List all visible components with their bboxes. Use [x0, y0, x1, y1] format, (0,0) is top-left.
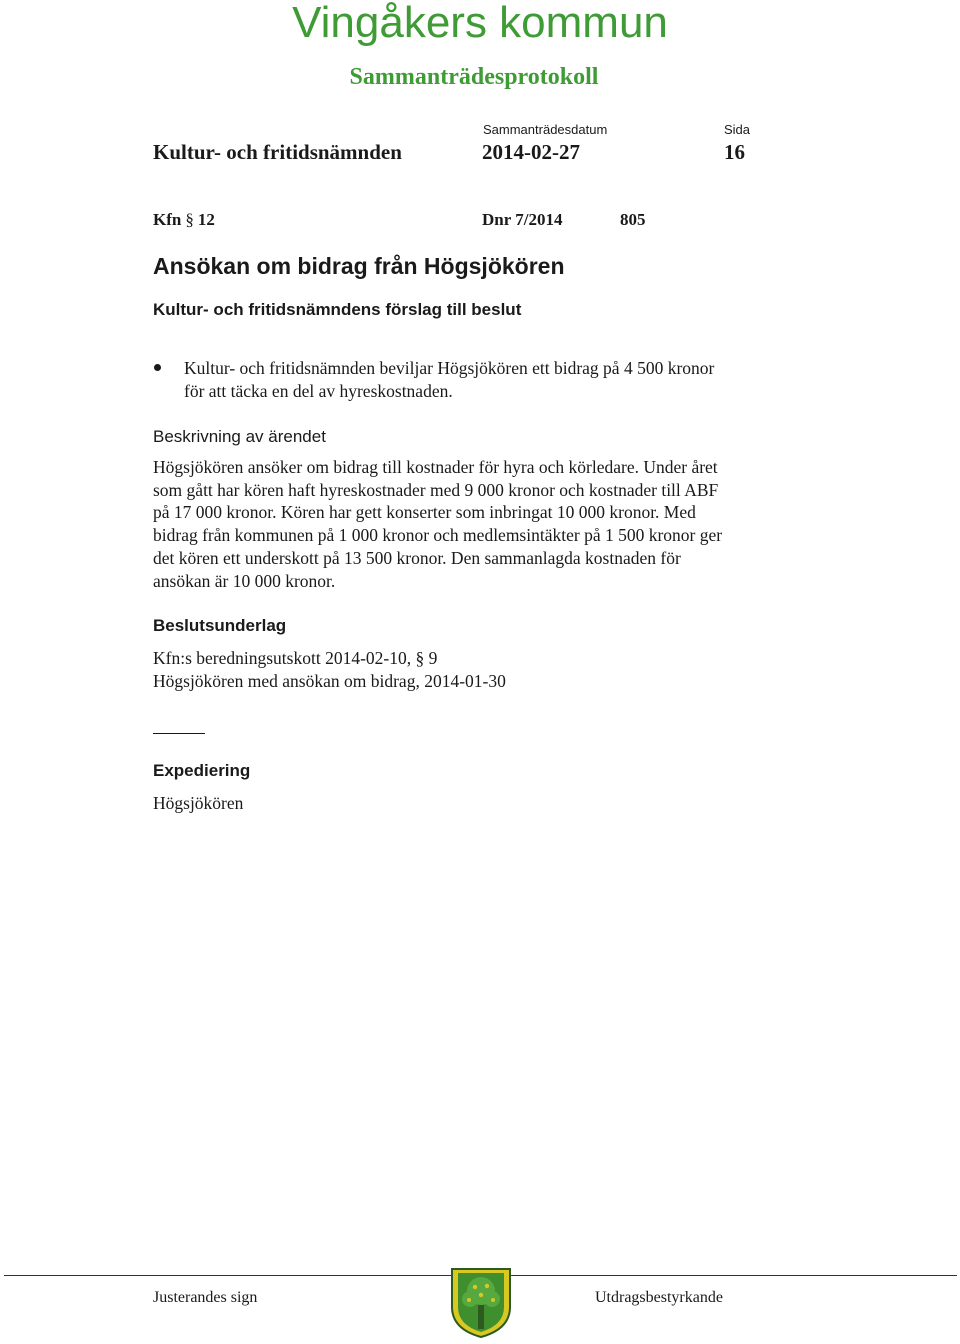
- paragraph-symbol: §: [185, 210, 194, 229]
- committee-name: Kultur- och fritidsnämnden: [153, 140, 402, 164]
- date-label: Sammanträdesdatum: [483, 122, 608, 137]
- bullet-icon: [154, 364, 161, 371]
- description-line: ansökan är 10 000 kronor.: [153, 570, 336, 591]
- proposal-line: för att täcka en del av hyreskostnaden.: [184, 380, 453, 401]
- case-code: 805: [620, 210, 646, 229]
- org-name: Vingåkers kommun: [292, 0, 668, 47]
- proposal-line: Kultur- och fritidsnämnden beviljar Högsjökören ett bidrag på 4 500 kronor: [184, 358, 715, 378]
- description-line: på 17 000 kronor. Kören har gett konserter som inbringat 10 000 kronor. Med: [153, 502, 696, 523]
- basis-item: Kfn:s beredningsutskott 2014-02-10, § 9: [153, 648, 438, 668]
- dispatch-recipient: Högsjökören: [153, 793, 244, 813]
- proposal-heading: Kultur- och fritidsnämndens förslag till beslut: [153, 300, 522, 319]
- page-number: 16: [724, 140, 745, 164]
- basis-heading: Beslutsunderlag: [153, 616, 287, 635]
- description-heading: Beskrivning av ärendet: [153, 427, 326, 446]
- kfn-prefix: Kfn: [153, 210, 182, 229]
- basis-item: Högsjökören med ansökan om bidrag, 2014-01-30: [153, 670, 506, 691]
- description-line: bidrag från kommunen på 1 000 kronor och medlemsintäkter på 1 500 kronor ger: [153, 525, 723, 546]
- signature-label: Justerandes sign: [153, 1289, 258, 1306]
- basis-list: [153, 647, 506, 692]
- meeting-date: 2014-02-27: [482, 140, 580, 164]
- proposal-text: [184, 357, 714, 402]
- dnr-number: Dnr 7/2014: [482, 210, 563, 229]
- case-reference: [153, 209, 215, 231]
- description-line: som gått har kören haft hyreskostnader med 9 000 kronor och kostnader till ABF: [153, 479, 719, 500]
- municipal-coat-of-arms-icon: [450, 1267, 512, 1339]
- description-text: [153, 456, 722, 592]
- document-type: Sammanträdesprotokoll: [349, 64, 599, 90]
- page-label: Sida: [724, 122, 751, 137]
- paragraph-symbol: §: [415, 648, 425, 668]
- description-line: Högsjökören ansöker om bidrag till kostnader för hyra och körledare. Under året: [153, 457, 718, 477]
- section-divider: [153, 733, 205, 734]
- description-line: det kören ett underskott på 13 500 kronor. Den sammanlagda kostnaden för: [153, 547, 681, 568]
- case-title: Ansökan om bidrag från Högsjökören: [153, 253, 565, 279]
- dispatch-heading: Expediering: [153, 761, 251, 780]
- certification-label: Utdragsbestyrkande: [595, 1289, 723, 1306]
- kfn-number: 12: [197, 210, 215, 229]
